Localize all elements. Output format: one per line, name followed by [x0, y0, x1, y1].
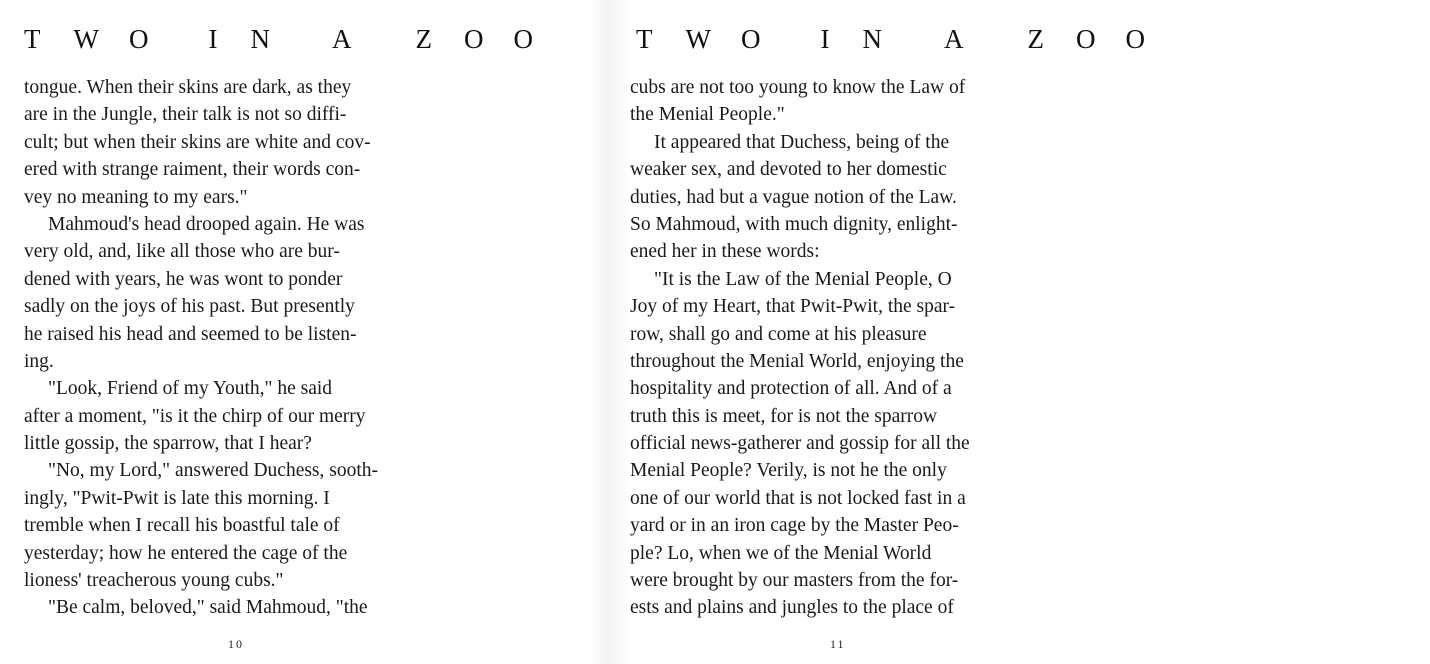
- running-head-letter: Z: [1027, 24, 1044, 54]
- text-line: tremble when I recall his boastful tale of: [24, 515, 340, 537]
- text-line: Mahmoud's head drooped again. He was: [48, 213, 365, 235]
- text-line: row, shall go and come at his pleasure: [630, 323, 927, 345]
- text-line: "It is the Law of the Menial People, O: [654, 268, 952, 290]
- text-line: dened with years, he was wont to ponder: [24, 268, 343, 290]
- text-line: weaker sex, and devoted to her domestic: [630, 159, 947, 181]
- text-line: cult; but when their skins are white and cov-: [24, 131, 371, 153]
- running-head-letter: O: [463, 24, 484, 54]
- text-line: throughout the Menial World, enjoying the: [630, 350, 964, 372]
- text-line: official news-gatherer and gossip for all the: [630, 433, 970, 455]
- text-line: So Mahmoud, with much dignity, enlight-: [630, 213, 958, 235]
- running-head-letter: N: [250, 24, 270, 54]
- text-line: duties, had but a vague notion of the Law.: [630, 186, 957, 208]
- running-head-letter: O: [128, 24, 149, 54]
- running-head: [636, 24, 1145, 55]
- page-number: 11: [830, 637, 846, 651]
- text-line: yesterday; how he entered the cage of the: [24, 542, 348, 564]
- text-line: the Menial People.": [630, 104, 785, 126]
- text-line: vey no meaning to my ears.": [24, 186, 248, 208]
- running-head-letter: A: [331, 24, 352, 54]
- text-line: It appeared that Duchess, being of the: [654, 131, 950, 153]
- page-text: [630, 74, 1430, 622]
- text-line: sadly on the joys of his past. But presently: [24, 296, 355, 318]
- text-line: after a moment, "is it the chirp of our merry: [24, 405, 366, 427]
- text-line: yard or in an iron cage by the Master Peo-: [630, 515, 959, 537]
- running-head-letter: A: [943, 24, 964, 54]
- text-line: ingly, "Pwit-Pwit is late this morning. I: [24, 487, 330, 509]
- text-line: one of our world that is not locked fast in a: [630, 487, 966, 509]
- left-page: [0, 0, 533, 664]
- running-head-letter: I: [820, 24, 830, 54]
- running-head-letter: O: [1075, 24, 1096, 54]
- text-line: ests and plains and jungles to the place of: [630, 597, 954, 619]
- text-line: Menial People? Verily, is not he the only: [630, 460, 947, 482]
- page-number: 10: [228, 637, 244, 651]
- text-line: lioness' treacherous young cubs.": [24, 570, 284, 592]
- text-line: were brought by our masters from the for-: [630, 570, 959, 592]
- running-head-letter: T: [636, 24, 653, 54]
- text-line: Joy of my Heart, that Pwit-Pwit, the spar-: [630, 296, 956, 318]
- running-head-letter: N: [862, 24, 882, 54]
- text-line: tongue. When their skins are dark, as they: [24, 77, 352, 98]
- text-line: he raised his head and seemed to be listen-: [24, 323, 357, 345]
- running-head-letter: W: [685, 24, 711, 54]
- text-line: "No, my Lord," answered Duchess, sooth-: [48, 460, 379, 482]
- running-head-letter: O: [1125, 24, 1145, 54]
- text-line: "Be calm, beloved," said Mahmoud, "the: [48, 597, 368, 619]
- right-page: [612, 0, 1145, 664]
- running-head-letter: Z: [415, 24, 432, 54]
- running-head-letter: O: [513, 24, 533, 54]
- text-line: ened her in these words:: [630, 241, 820, 263]
- running-head-letter: I: [208, 24, 218, 54]
- text-line: truth this is meet, for is not the sparrow: [630, 405, 938, 427]
- text-line: are in the Jungle, their talk is not so diffi-: [24, 104, 347, 126]
- text-line: "Look, Friend of my Youth," he said: [48, 378, 333, 400]
- text-line: ered with strange raiment, their words con-: [24, 159, 361, 181]
- text-line: ing.: [24, 350, 54, 372]
- text-line: very old, and, like all those who are bur-: [24, 241, 340, 263]
- running-head: [24, 24, 533, 55]
- text-line: ple? Lo, when we of the Menial World: [630, 542, 932, 564]
- text-line: hospitality and protection of all. And of a: [630, 378, 952, 400]
- running-head-letter: W: [73, 24, 99, 54]
- running-head-letter: O: [740, 24, 761, 54]
- text-line: little gossip, the sparrow, that I hear?: [24, 433, 312, 455]
- text-line: cubs are not too young to know the Law of: [630, 77, 966, 98]
- running-head-letter: T: [24, 24, 41, 54]
